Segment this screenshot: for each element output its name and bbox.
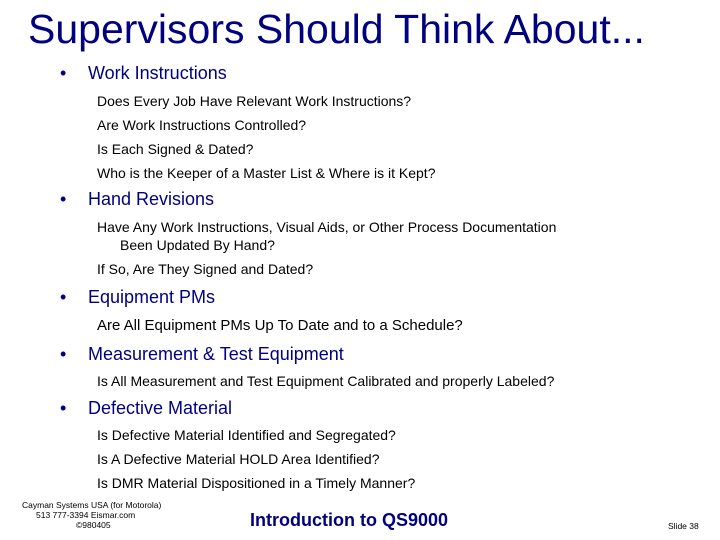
bullet-marker: • — [60, 344, 67, 364]
sub-item: If So, Are They Signed and Dated? — [97, 261, 314, 277]
bullet-heading: Equipment PMs — [88, 287, 216, 307]
sub-item: Is DMR Material Dispositioned in a Timely Manner? — [97, 475, 416, 491]
bullet-heading: Hand Revisions — [88, 189, 215, 209]
sub-item: Who is the Keeper of a Master List & Where is it Kept? — [97, 165, 436, 181]
footer-copyright: ©980405 — [76, 520, 111, 530]
bullet-measurement-test-equipment — [60, 344, 344, 365]
sub-item: Are All Equipment PMs Up To Date and to a Schedule? — [97, 317, 463, 334]
bullet-defective-material — [60, 398, 232, 419]
bullet-work-instructions — [60, 63, 227, 84]
bullet-heading: Measurement & Test Equipment — [88, 344, 344, 364]
footer-contact: 513 777-3394 Eismar.com — [36, 510, 136, 520]
bullet-heading: Work Instructions — [88, 63, 227, 83]
slide-number: Slide 38 — [668, 521, 699, 531]
bullet-heading: Defective Material — [88, 398, 233, 418]
bullet-marker: • — [60, 287, 67, 307]
bullet-marker: • — [60, 63, 67, 83]
sub-item: Does Every Job Have Relevant Work Instructions? — [97, 93, 412, 109]
bullet-hand-revisions — [60, 189, 214, 210]
bullet-equipment-pms — [60, 287, 215, 308]
sub-item: Are Work Instructions Controlled? — [97, 117, 307, 133]
sub-item: Is Defective Material Identified and Segregated? — [97, 427, 396, 443]
footer-credits — [22, 500, 161, 530]
sub-item: Is A Defective Material HOLD Area Identified? — [97, 451, 380, 467]
bullet-marker: • — [60, 398, 67, 418]
sub-item-continuation: Been Updated By Hand? — [120, 237, 275, 253]
bullet-marker: • — [60, 189, 67, 209]
footer-company: Cayman Systems USA (for Motorola) — [22, 500, 162, 510]
sub-item: Is All Measurement and Test Equipment Calibrated and properly Labeled? — [97, 373, 555, 389]
sub-item: Have Any Work Instructions, Visual Aids, or Other Process Documentation — [97, 219, 557, 235]
footer-course-title: Introduction to QS9000 — [250, 510, 449, 530]
slide-title: Supervisors Should Think About... — [28, 6, 645, 52]
sub-item: Is Each Signed & Dated? — [97, 141, 254, 157]
